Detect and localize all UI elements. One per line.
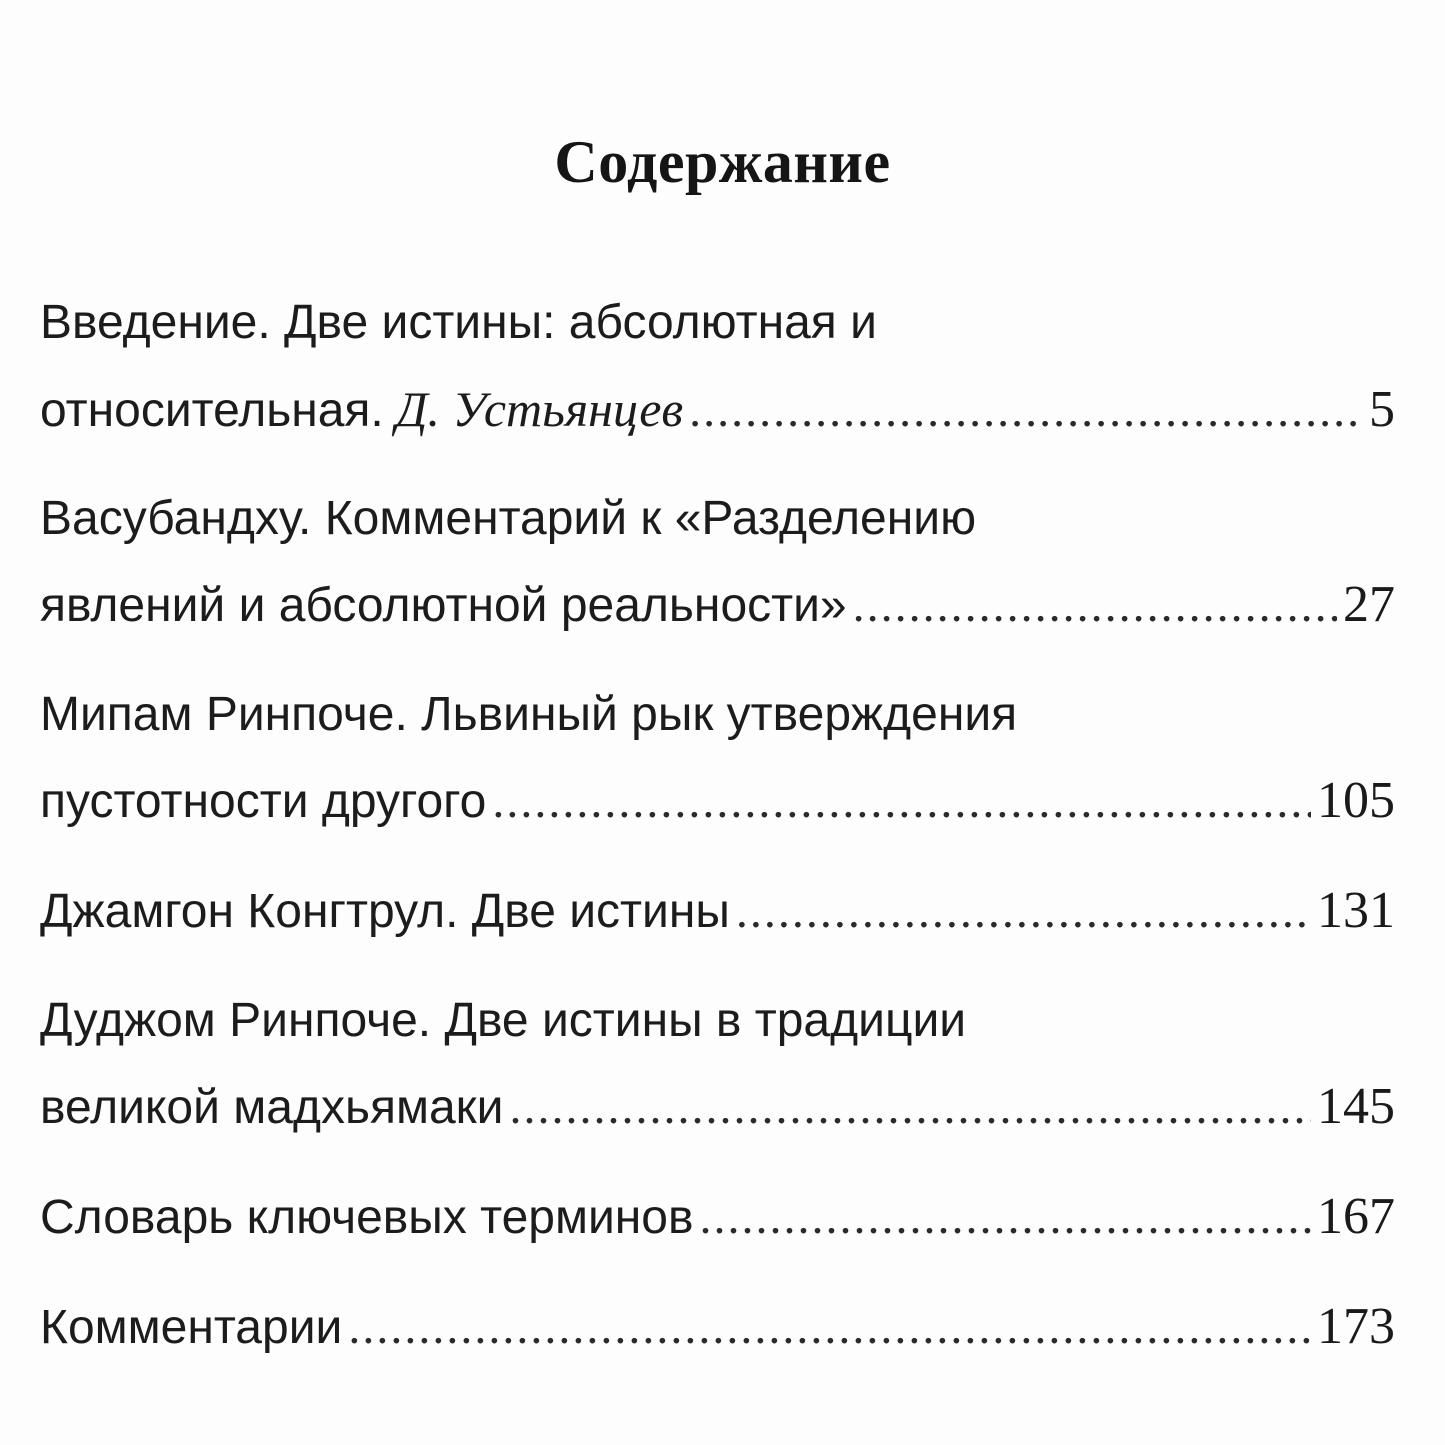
toc-entry-title-line: Словарь ключевых терминов xyxy=(40,1191,694,1244)
dot-leader xyxy=(853,563,1337,649)
toc-entry-last-line xyxy=(40,1174,1395,1260)
dot-leader xyxy=(348,1285,1311,1371)
toc-entry-introduction xyxy=(40,280,1395,452)
toc-entry-last-line xyxy=(40,1284,1395,1370)
toc-entry-title-line: Введение. Две истины: абсолютная и xyxy=(40,296,877,349)
toc-entry-glossary xyxy=(40,1174,1395,1260)
page-title: Содержание xyxy=(554,129,891,195)
toc-page-number: 167 xyxy=(1317,1188,1395,1245)
table-of-contents xyxy=(40,280,1395,1370)
toc-entry-last-line xyxy=(40,1064,1395,1150)
toc-page-number: 105 xyxy=(1317,772,1395,829)
toc-entry-comments xyxy=(40,1284,1395,1370)
dot-leader xyxy=(699,1175,1311,1261)
toc-page-number: 27 xyxy=(1343,576,1395,633)
toc-entry-mipham xyxy=(40,672,1395,844)
toc-entry-title-line: пустотности другого xyxy=(40,775,487,828)
toc-entry-dudjom xyxy=(40,978,1395,1150)
toc-entry-title-line: явлений и абсолютной реальности» xyxy=(40,579,847,632)
dot-leader xyxy=(509,1065,1311,1151)
toc-entry-last-line xyxy=(40,868,1395,954)
dot-leader xyxy=(689,368,1363,454)
dot-leader xyxy=(736,869,1311,955)
toc-entry-kongtrul xyxy=(40,868,1395,954)
toc-entry-author: Д. Устьянцев xyxy=(395,381,684,437)
toc-entry-vasubandhu xyxy=(40,476,1395,648)
toc-page-number: 145 xyxy=(1317,1078,1395,1135)
toc-entry-title-line: великой мадхьямаки xyxy=(40,1081,504,1134)
toc-entry-title-line: Мипам Ринпоче. Львиный рык утверждения xyxy=(40,688,1018,741)
toc-entry-title-line: Васубандху. Комментарий к «Разделению xyxy=(40,492,977,545)
toc-entry-title-line: относительная. xyxy=(40,384,384,437)
toc-entry-title-line: Джамгон Конгтрул. Две истины xyxy=(40,885,730,938)
toc-entry-last-line xyxy=(40,758,1395,844)
toc-page-number: 131 xyxy=(1317,882,1395,939)
toc-page-number: 5 xyxy=(1369,381,1395,438)
dot-leader xyxy=(492,759,1311,845)
toc-entry-last-line xyxy=(40,366,1395,452)
toc-page-number: 173 xyxy=(1317,1298,1395,1355)
toc-entry-last-line xyxy=(40,562,1395,648)
toc-entry-title-line: Комментарии xyxy=(40,1301,343,1354)
toc-entry-title-line: Дуджом Ринпоче. Две истины в традиции xyxy=(40,994,967,1047)
